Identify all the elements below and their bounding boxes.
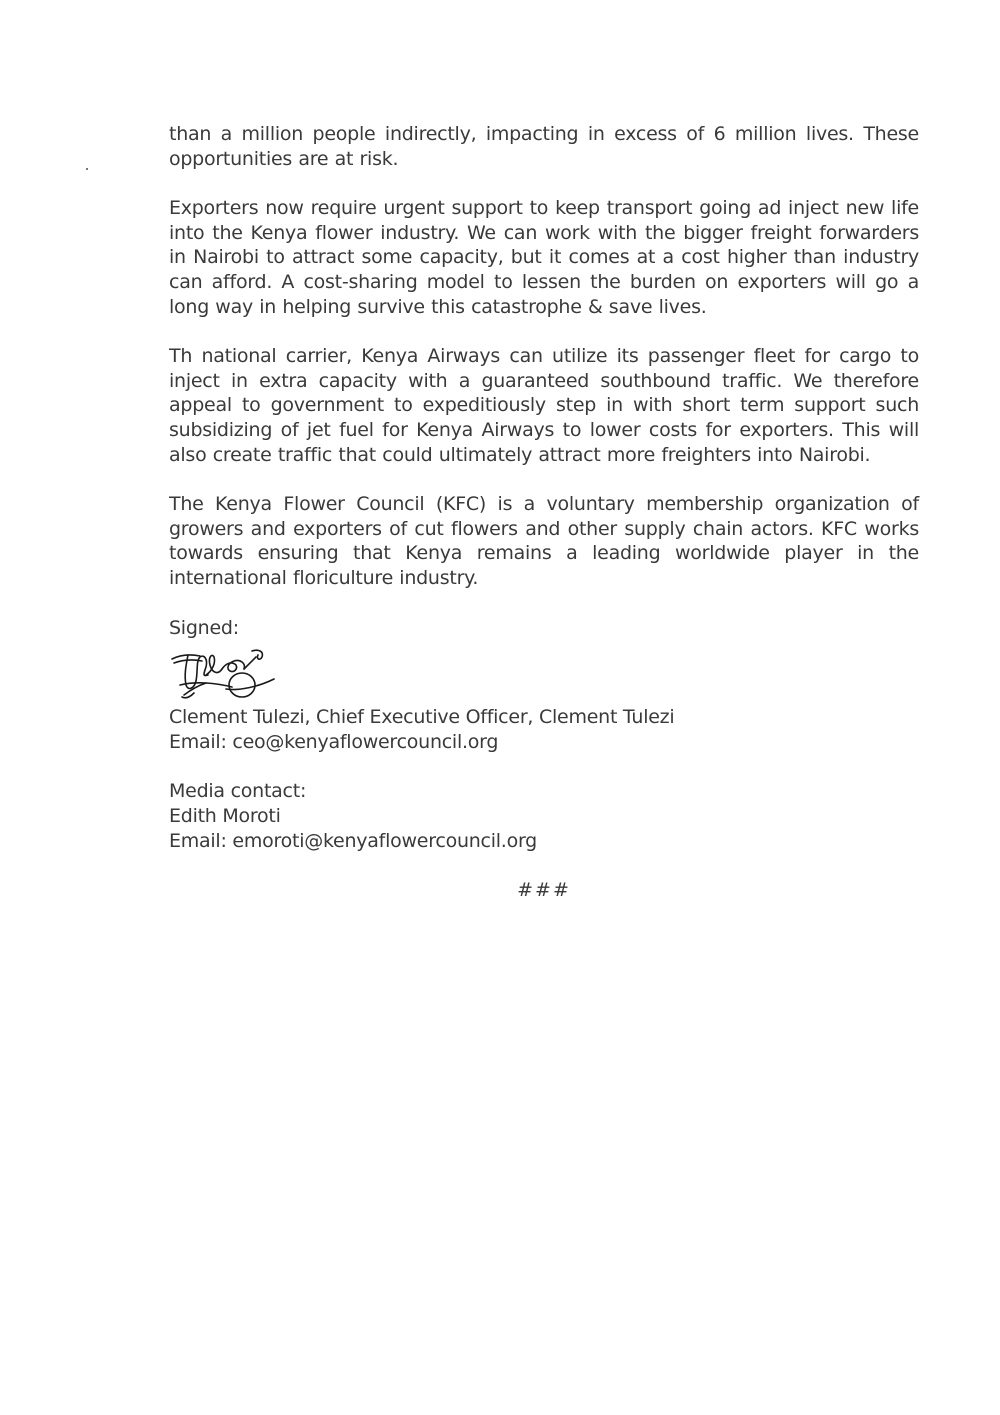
handwritten-signature <box>166 645 278 703</box>
paragraph-2: Exporters now require urgent support to keep transport going ad inject new life into the Kenya flower industry. We can work with the bigger freight forwarders in Nairobi to attract some capacity, but it comes at a cost higher than industry can afford. A cost-sharing model to lessen the burden on exporters will go a long way in helping survive this catastrophe & save lives. <box>169 197 919 318</box>
paragraph-3: Th national carrier, Kenya Airways can utilize its passenger fleet for cargo to inject in extra capacity with a guaranteed southbound traffic. We therefore appeal to government to expeditiously step in with short term support such subsidizing of jet fuel for Kenya Airways to lower costs for exporters. This will also create traffic that could ultimately attract more freighters into Nairobi. <box>169 345 919 466</box>
paragraph-1: than a million people indirectly, impacting in excess of 6 million lives. These opportunities are at risk. <box>169 123 919 170</box>
signed-label: Signed: <box>169 617 239 639</box>
paragraph-4: The Kenya Flower Council (KFC) is a voluntary membership organization of growers and exporters of cut flowers and other supply chain actors. KFC works towards ensuring that Kenya remains a leading worldwide player in the international floriculture industry. <box>169 493 919 590</box>
media-contact-email: Email: emoroti@kenyaflowercouncil.org <box>169 830 537 852</box>
signatory-email: Email: ceo@kenyaflowercouncil.org <box>169 731 499 753</box>
media-contact-label: Media contact: <box>169 780 307 802</box>
end-of-release-mark: ### <box>517 879 571 901</box>
signatory-name: Clement Tulezi, Chief Executive Officer, Clement Tulezi <box>169 706 675 728</box>
stray-mark <box>86 168 88 170</box>
media-contact-name: Edith Moroti <box>169 805 281 827</box>
